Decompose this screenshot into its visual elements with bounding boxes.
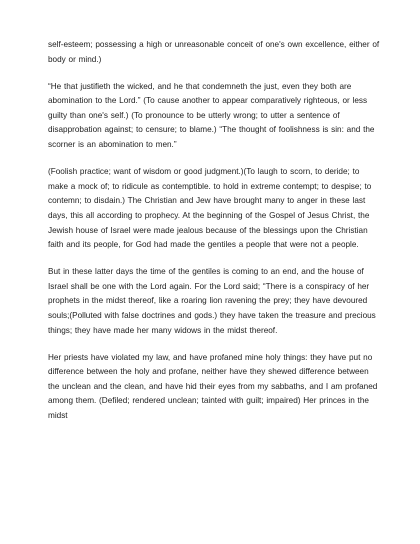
paragraph-4: But in these latter days the time of the gentiles is coming to an end, and the house of Israel shall be one with the Lord again. For the Lord said; “There is a conspiracy of her prophets in the midst thereof, like a roaring lion ravening the prey; they have devoured souls;(Polluted with false doctrines and gods.) they have taken the treasure and precious things; they have made her many widows in the midst thereof.: [48, 267, 376, 335]
paragraph-1: self-esteem; possessing a high or unreasonable conceit of one's own excellence, either of body or mind.): [48, 40, 380, 64]
paragraph-2: “He that justifieth the wicked, and he that condemneth the just, even they both are abomination to the Lord.” (To cause another to appear comparatively righteous, or less guilty than one's self.) (To pronounce to be utterly wrong; to utter a sentence of disapprobation against; to censure; to blame.) “The thought of foolishness is sin: and the scorner is an abomination to men.”: [48, 81, 375, 150]
paragraph-3: (Foolish practice; want of wisdom or good judgment.)(To laugh to scorn, to deride; to make a mock of; to ridicule as contemptible. to hold in extreme contempt; to despise; to contemn; to disdain.) The Christian and Jew have brought many to anger in these last days, this all according to prophecy. At the beginning of the Gospel of Jesus Christ, the Jewish house of Israel were made jealous because of the blessings upon the Christian faith and its people, for God had made the gentiles a people that were not a people.: [48, 167, 372, 250]
paragraph-5: Her priests have violated my law, and have profaned mine holy things: they have put no difference between the holy and profane, neither have they shewed difference between the unclean and the clean, and have hid their eyes from my sabbaths, and I am profaned among them. (Defiled; rendered unclean; tainted with guilt; impaired) Her princes in the midst: [48, 352, 378, 421]
